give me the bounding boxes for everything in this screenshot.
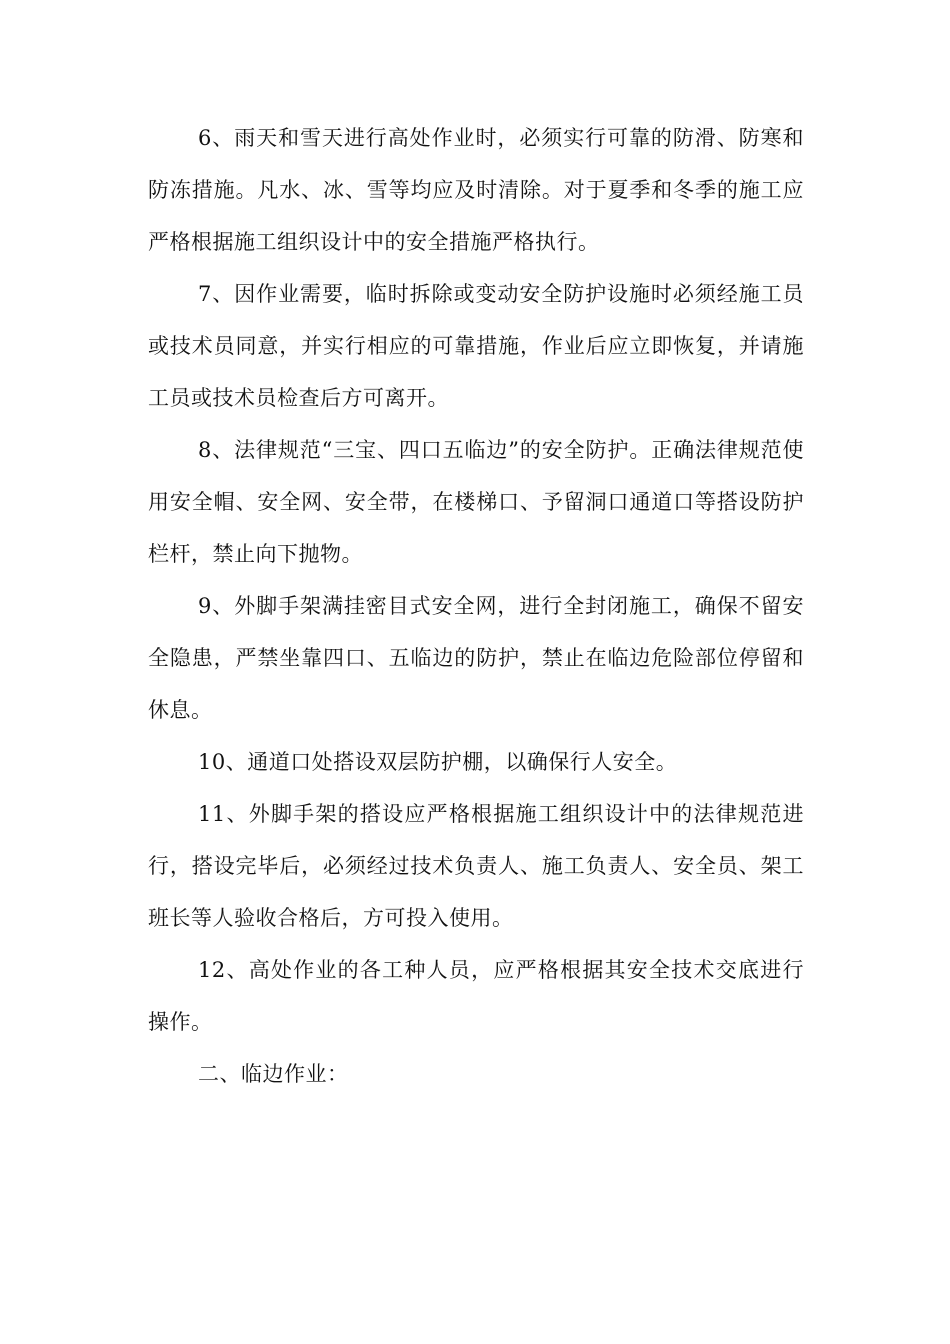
paragraph-item-7: 7、因作业需要，临时拆除或变动安全防护设施时必须经施工员或技术员同意，并实行相应的可靠措施，作业后应立即恢复，并请施工员或技术员检查后方可离开。 xyxy=(148,282,804,410)
paragraph-item-6: 6、雨天和雪天进行高处作业时，必须实行可靠的防滑、防寒和防冻措施。凡水、冰、雪等均应及时清除。对于夏季和冬季的施工应严格根据施工组织设计中的安全措施严格执行。 xyxy=(148,126,804,254)
paragraph-item-9: 9、外脚手架满挂密目式安全网，进行全封闭施工，确保不留安全隐患，严禁坐靠四口、五临边的防护，禁止在临边危险部位停留和休息。 xyxy=(148,594,804,722)
paragraph-item-10: 10、通道口处搭设双层防护棚，以确保行人安全。 xyxy=(198,750,678,774)
paragraph-item-8: 8、法律规范“三宝、四口五临边”的安全防护。正确法律规范使用安全帽、安全网、安全带，在楼梯口、予留洞口通道口等搭设防护栏杆，禁止向下抛物。 xyxy=(148,438,804,566)
section-heading-edge-work: 二、临边作业： xyxy=(198,1062,349,1086)
document-body xyxy=(148,112,804,1100)
paragraph-item-11: 11、外脚手架的搭设应严格根据施工组织设计中的法律规范进行，搭设完毕后，必须经过技术负责人、施工负责人、安全员、架工班长等人验收合格后，方可投入使用。 xyxy=(148,802,804,930)
paragraph-item-12: 12、高处作业的各工种人员，应严格根据其安全技术交底进行操作。 xyxy=(148,958,804,1034)
